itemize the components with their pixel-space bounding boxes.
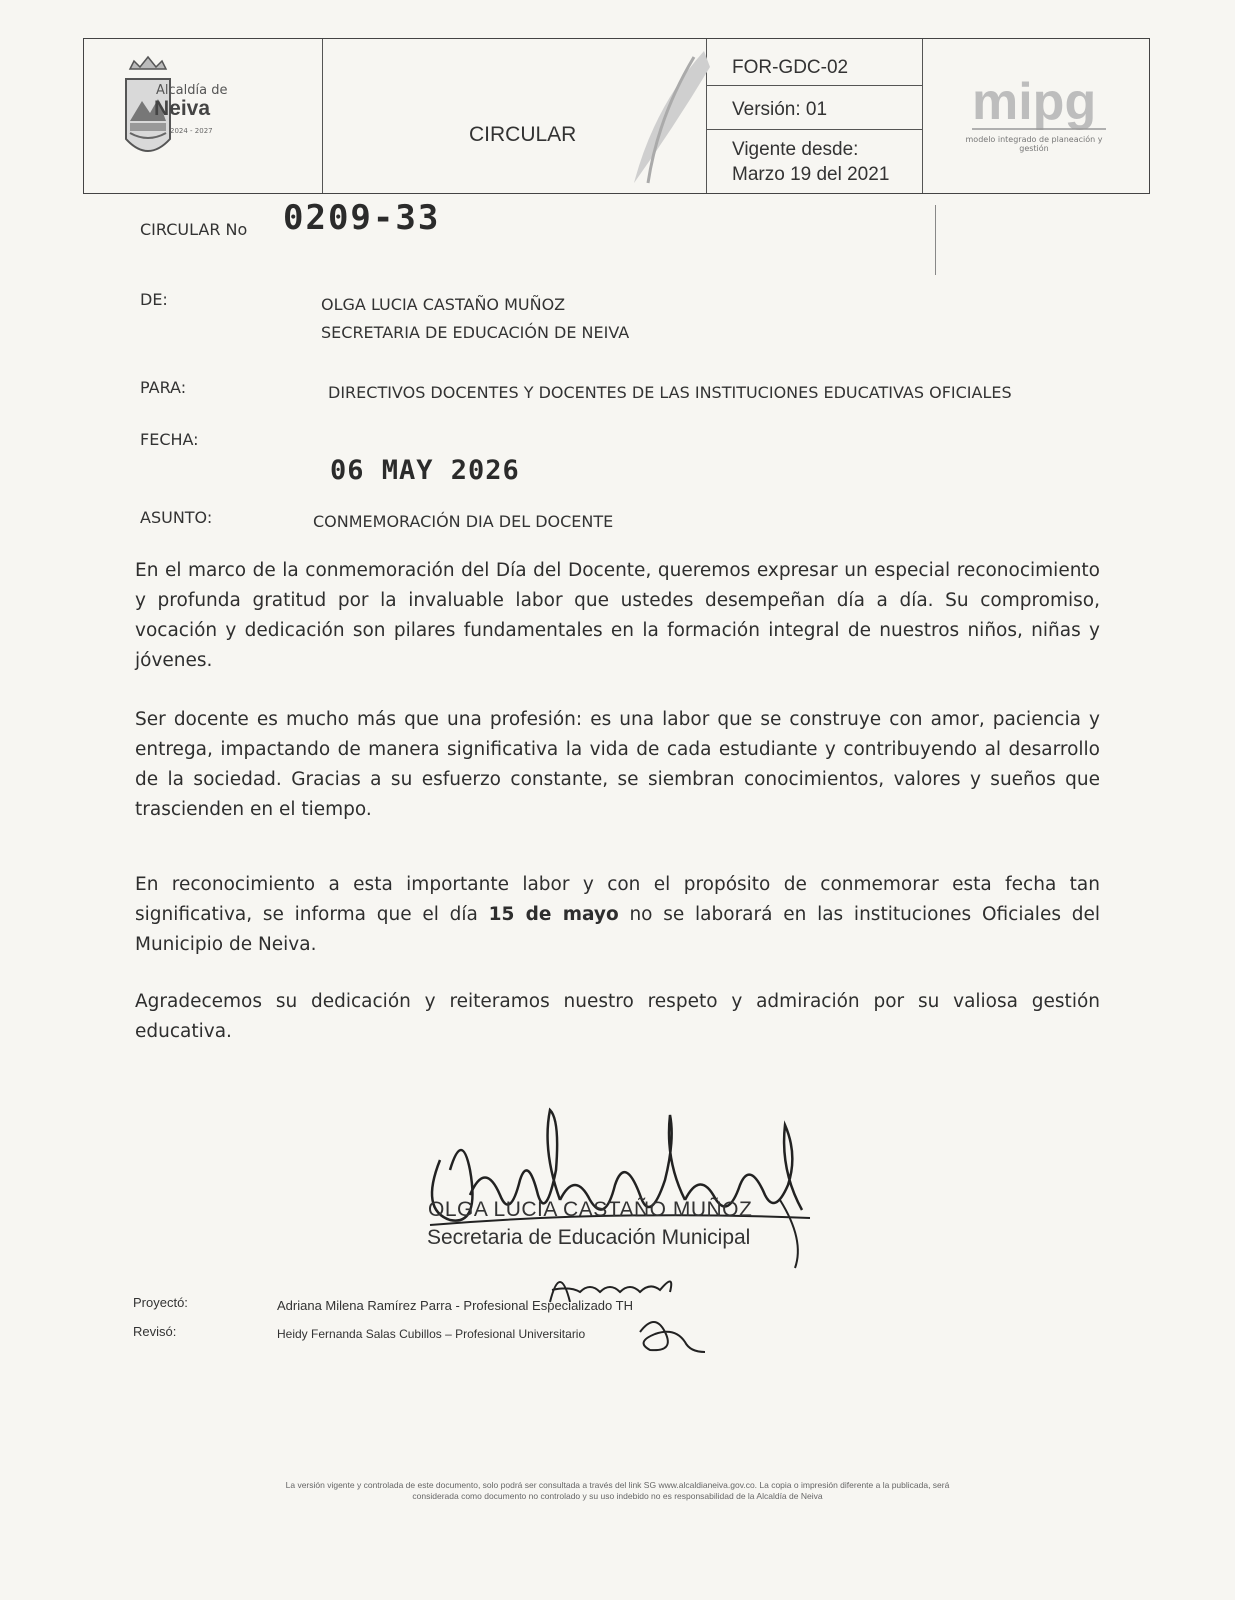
- swoosh-decoration-icon: [614, 47, 714, 187]
- reviewed-value: Heidy Fernanda Salas Cubillos – Profesional Universitario: [277, 1327, 586, 1341]
- body-paragraph-4: Agradecemos su dedicación y reiteramos nuestro respeto y admiración por su valiosa gestión educativa.: [135, 991, 1100, 1042]
- date-label: FECHA:: [140, 430, 199, 449]
- header-divider: [706, 85, 922, 86]
- body-paragraph-3: [135, 870, 1100, 960]
- document-type-title: CIRCULAR: [469, 123, 577, 146]
- body-paragraph-3-end: no se laborará en las instituciones Oficiales del Municipio de Neiva.: [135, 904, 1100, 955]
- logo-years: 2024 - 2027: [170, 127, 213, 135]
- document-version: Versión: 01: [732, 99, 828, 120]
- footer-line-2: considerada como documento no controlado y su uso indebido no es responsabilidad de la Alcaldía de Neiva: [412, 1491, 823, 1501]
- signer-name: OLGA LUCIA CASTAÑO MUÑOZ: [428, 1198, 753, 1221]
- mipg-logo: [964, 59, 1114, 179]
- body-paragraph-3-start: En reconocimiento a esta importante labor y con el propósito de conmemorar esta fecha tan significativa, se informa que el día: [135, 874, 1100, 925]
- to-label: PARA:: [140, 378, 187, 397]
- valid-from-label: Vigente desde:: [732, 139, 859, 160]
- document-header-table: [83, 38, 1150, 194]
- signer-title: Secretaria de Educación Municipal: [427, 1226, 751, 1249]
- document-code: FOR-GDC-02: [732, 57, 849, 78]
- margin-mark: [935, 205, 936, 275]
- date-stamp: 06 MAY 2026: [330, 455, 520, 486]
- from-label: DE:: [140, 290, 168, 309]
- valid-from-date: Marzo 19 del 2021: [732, 164, 890, 185]
- header-divider: [322, 39, 323, 193]
- body-paragraph-1: En el marco de la conmemoración del Día del Docente, queremos expresar un especial reconocimiento y profunda gratitud por la invaluable labor que ustedes desempeñan día a día. Su compromiso, vocación y dedicación son pilares fundamentales en la formación integral de nuestros niños, niñas y jóvenes.: [135, 560, 1100, 671]
- mipg-logo-text: mipg: [972, 73, 1097, 131]
- subject-value: CONMEMORACIÓN DIA DEL DOCENTE: [313, 512, 614, 531]
- from-title: SECRETARIA DE EDUCACIÓN DE NEIVA: [321, 323, 630, 342]
- circular-number-label: CIRCULAR No: [140, 220, 248, 239]
- document-footer: [110, 1480, 1125, 1502]
- header-divider: [706, 129, 922, 130]
- from-name: OLGA LUCIA CASTAÑO MUÑOZ: [321, 295, 566, 314]
- logo-line1: Alcaldía de: [156, 83, 228, 98]
- body-paragraph-2: Ser docente es mucho más que una profesión: es una labor que se construye con amor, paciencia y entrega, impactando de manera significativa la vida de cada estudiante y contribuyendo al desarrollo de la sociedad. Gracias a su esfuerzo constante, se siembran conocimientos, valores y sueños que trascienden en el tiempo.: [135, 709, 1100, 820]
- to-value: DIRECTIVOS DOCENTES Y DOCENTES DE LAS INSTITUCIONES EDUCATIVAS OFICIALES: [328, 383, 1012, 402]
- projected-label: Proyectó:: [133, 1295, 188, 1310]
- subject-label: ASUNTO:: [140, 508, 213, 527]
- header-divider: [922, 39, 923, 193]
- logo-line2: Neiva: [154, 97, 211, 120]
- footer-line-1: La versión vigente y controlada de este documento, solo podrá ser consultada a través del link SG www.alcaldianeiva.gov.co. La copia o impresión diferente a la publicada, será: [285, 1480, 950, 1490]
- initials-signature-2: [630, 1312, 710, 1357]
- initials-signature-1: [530, 1262, 700, 1312]
- circular-number-stamp: 0209-33: [283, 198, 441, 238]
- mipg-subtitle: modelo integrado de planeación y gestión: [965, 135, 1103, 153]
- holiday-date: 15 de mayo: [488, 904, 619, 925]
- reviewed-label: Revisó:: [133, 1324, 177, 1339]
- projected-value: Adriana Milena Ramírez Parra - Profesional Especializado TH: [277, 1298, 633, 1313]
